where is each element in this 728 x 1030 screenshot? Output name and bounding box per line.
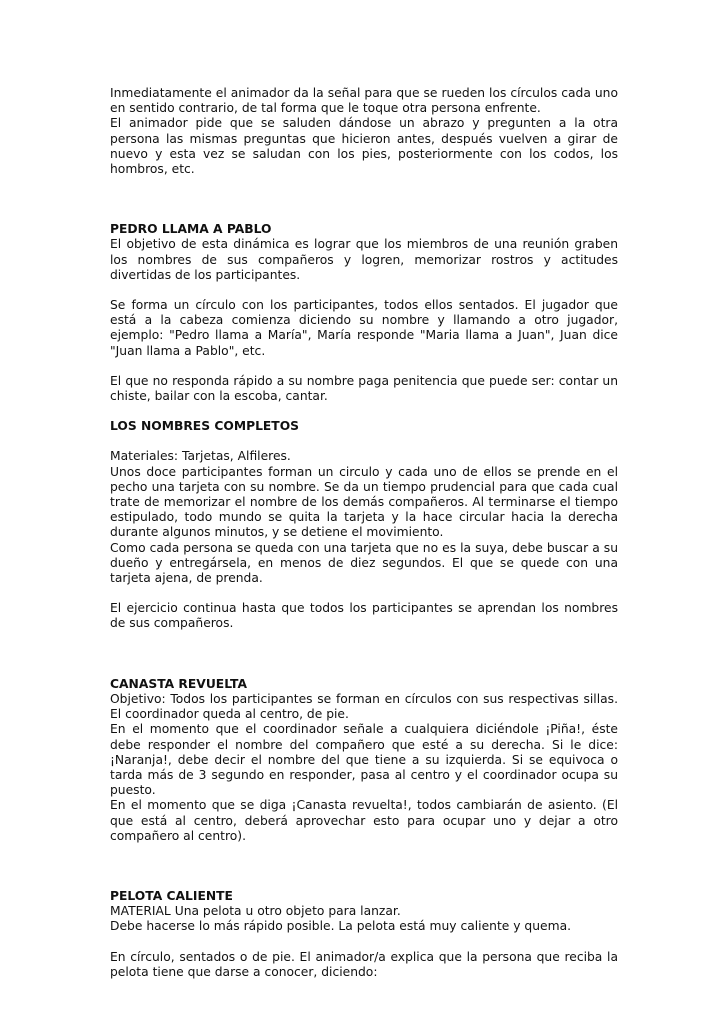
document-page [110,86,618,980]
nombres-paragraph-1: Unos doce participantes forman un circulo y cada uno de ellos se prende en el pecho una tarjeta con su nombre. Se da un tiempo prudencial para que cada cual trate de memorizar el nombre de los demás compañeros. Al terminarse el tiempo estipulado, todo mundo se quita la tarjeta y la hace circular hacia la derecha durante algunos minutos, y se detiene el movimiento. [110,464,618,540]
canasta-paragraph-1: Objetivo: Todos los participantes se forman en círculos con sus respectivas sillas. El coordinador queda al centro, de pie. [110,691,618,722]
canasta-paragraph-3: En el momento que se diga ¡Canasta revuelta!, todos cambiarán de asiento. (El que está al centro, deberá aprovechar esto para ocupar uno y dejar a otro compañero al centro). [110,798,618,843]
nombres-materials: Materiales: Tarjetas, Alfileres. [110,449,291,464]
intro-paragraph-1: Inmediatamente el animador da la señal para que se rueden los círculos cada uno en sentido contrario, de tal forma que le toque otra persona enfrente. [110,86,618,116]
spacer [110,844,618,889]
spacer [110,283,618,298]
spacer [110,434,618,449]
spacer [110,586,618,601]
section-title-pelota: PELOTA CALIENTE [110,888,233,903]
pelota-material: MATERIAL Una pelota u otro objeto para lanzar. [110,904,401,919]
pedro-paragraph-2: Se forma un círculo con los participantes, todos ellos sentados. El jugador que está a la cabeza comienza diciendo su nombre y llamando a otro jugador, ejemplo: "Pedro llama a María", María responde "Maria llama a Juan", Juan dice "Juan llama a Pablo", etc. [110,298,618,358]
nombres-paragraph-3: El ejercicio continua hasta que todos los participantes se aprendan los nombres de sus compañeros. [110,601,618,631]
pedro-paragraph-3: El que no responda rápido a su nombre paga penitencia que puede ser: contar un chiste, bailar con la escoba, cantar. [110,373,618,404]
spacer [110,404,618,419]
section-title-nombres: LOS NOMBRES COMPLETOS [110,419,300,434]
spacer [110,935,618,950]
section-title-canasta: CANASTA REVUELTA [110,676,247,691]
pedro-paragraph-1: El objetivo de esta dinámica es lograr que los miembros de una reunión graben los nombres de sus compañeros y logren, memorizar rostros y actitudes divertidas de los participantes. [110,237,618,282]
spacer [110,632,618,677]
pelota-paragraph-2: En círculo, sentados o de pie. El animador/a explica que la persona que reciba la pelota tiene que darse a conocer, diciendo: [110,949,618,979]
spacer [110,177,618,222]
nombres-paragraph-2: Como cada persona se queda con una tarjeta que no es la suya, debe buscar a su dueño y entregársela, en menos de diez segundos. El que se quede con una tarjeta ajena, de prenda. [110,540,618,586]
section-title-pedro: PEDRO LLAMA A PABLO [110,222,272,237]
canasta-paragraph-2: En el momento que el coordinador señale a cualquiera diciéndole ¡Piña!, éste debe responder el nombre del compañero que esté a su derecha. Si le dice: ¡Naranja!, debe decir el nombre del que tiene a su izquierda. Si se equivoca o tarda más de 3 segundo en responder, pasa al centro y el coordinador ocupa su puesto. [110,722,618,798]
spacer [110,359,618,374]
intro-paragraph-2: El animador pide que se saluden dándose un abrazo y pregunten a la otra persona las mismas preguntas que hicieron antes, después vuelven a girar de nuevo y esta vez se saludan con los pies, posteriormente con los codos, los hombros, etc. [110,116,618,177]
pelota-paragraph-1: Debe hacerse lo más rápido posible. La pelota está muy caliente y quema. [110,919,572,934]
